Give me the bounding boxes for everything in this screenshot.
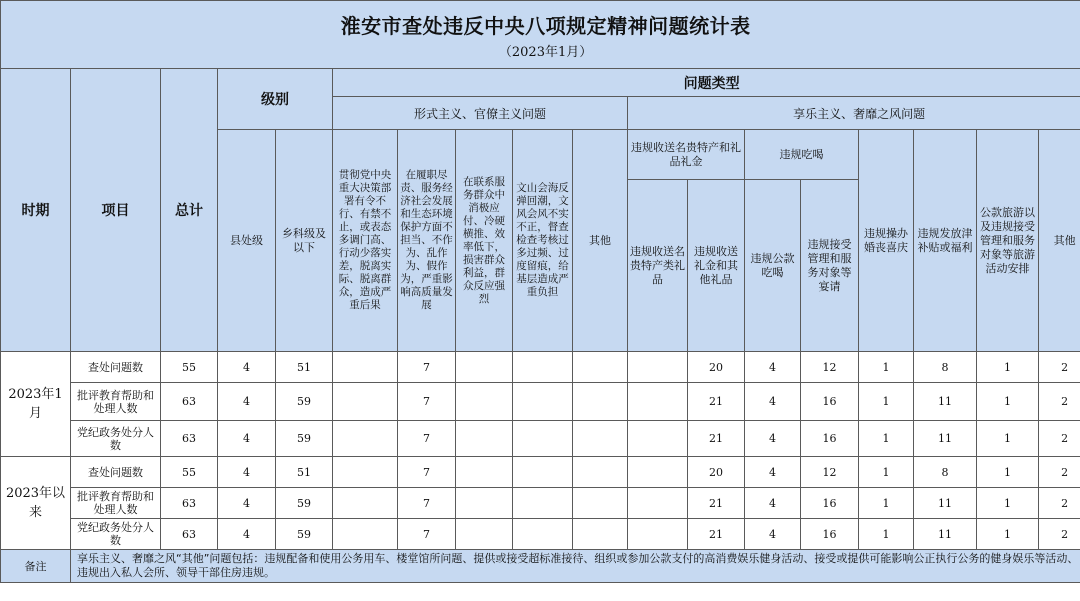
header-township-level: 乡科级及以下: [276, 130, 333, 352]
cell-f-other: [573, 519, 628, 550]
cell-h4: 16: [801, 421, 859, 457]
cell-h5: 1: [859, 457, 914, 488]
cell-h6: 11: [914, 383, 977, 421]
table-row: [1, 352, 1080, 383]
cell-county: 4: [218, 352, 276, 383]
cell-f3: [456, 383, 513, 421]
cell-h3: 4: [745, 457, 801, 488]
header-hedonism-2: 违规收送礼金和其他礼品: [688, 180, 745, 352]
cell-township: 59: [276, 519, 333, 550]
header-period: 时期: [1, 69, 71, 352]
period-cell: 2023年1月: [1, 352, 71, 457]
cell-h3: 4: [745, 488, 801, 519]
table-row: [1, 488, 1080, 519]
cell-f2: 7: [398, 421, 456, 457]
cell-f2: 7: [398, 457, 456, 488]
header-formalism-other: 其他: [573, 130, 628, 352]
header-formalism-4: 文山会海反弹回潮，文风会风不实不正，督查检查考核过多过频、过度留痕，给基层造成严重负担: [513, 130, 573, 352]
header-item: 项目: [71, 69, 161, 352]
cell-h7: 1: [977, 352, 1039, 383]
cell-h7: 1: [977, 457, 1039, 488]
cell-h1: [628, 352, 688, 383]
header-hedonism-1: 违规收送名贵特产类礼品: [628, 180, 688, 352]
item-cell: 查处问题数: [71, 352, 161, 383]
cell-h7: 1: [977, 383, 1039, 421]
cell-total: 63: [161, 383, 218, 421]
cell-f3: [456, 421, 513, 457]
header-dining-group: 违规吃喝: [745, 130, 859, 180]
header-hedonism-3: 违规公款吃喝: [745, 180, 801, 352]
cell-h2: 21: [688, 488, 745, 519]
cell-township: 51: [276, 457, 333, 488]
cell-f3: [456, 519, 513, 550]
cell-f2: 7: [398, 383, 456, 421]
period-cell: 2023年以来: [1, 457, 71, 550]
header-hedonism-4: 违规接受管理和服务对象等宴请: [801, 180, 859, 352]
cell-h2: 21: [688, 383, 745, 421]
cell-total: 55: [161, 352, 218, 383]
item-cell: 查处问题数: [71, 457, 161, 488]
cell-f4: [513, 457, 573, 488]
cell-township: 59: [276, 383, 333, 421]
cell-h6: 11: [914, 519, 977, 550]
cell-f4: [513, 421, 573, 457]
table-body: [1, 352, 1080, 550]
cell-f1: [333, 421, 398, 457]
cell-f1: [333, 457, 398, 488]
cell-h7: 1: [977, 488, 1039, 519]
header-hedonism-6: 违规发放津补贴或福利: [914, 130, 977, 352]
cell-h4: 12: [801, 457, 859, 488]
cell-f-other: [573, 488, 628, 519]
header-county-level: 县处级: [218, 130, 276, 352]
cell-h1: [628, 421, 688, 457]
cell-h7: 1: [977, 519, 1039, 550]
cell-county: 4: [218, 421, 276, 457]
cell-f4: [513, 352, 573, 383]
cell-h2: 20: [688, 352, 745, 383]
cell-h5: 1: [859, 519, 914, 550]
header-gift-group: 违规收送名贵特产和礼品礼金: [628, 130, 745, 180]
cell-h5: 1: [859, 383, 914, 421]
cell-f4: [513, 488, 573, 519]
item-cell: 党纪政务处分人数: [71, 519, 161, 550]
page-title: 淮安市查处违反中央八项规定精神问题统计表: [340, 13, 751, 38]
cell-total: 63: [161, 421, 218, 457]
cell-f1: [333, 352, 398, 383]
header-hedonism-other: 其他: [1039, 130, 1080, 352]
item-cell: 批评教育帮助和处理人数: [71, 383, 161, 421]
header-formalism: 形式主义、官僚主义问题: [333, 97, 628, 130]
cell-h3: 4: [745, 519, 801, 550]
cell-h1: [628, 488, 688, 519]
cell-county: 4: [218, 457, 276, 488]
cell-h-other: 2: [1039, 457, 1080, 488]
cell-township: 51: [276, 352, 333, 383]
cell-h-other: 2: [1039, 519, 1080, 550]
item-cell: 党纪政务处分人数: [71, 421, 161, 457]
cell-h5: 1: [859, 352, 914, 383]
cell-h4: 16: [801, 488, 859, 519]
cell-f2: 7: [398, 352, 456, 383]
cell-h6: 11: [914, 488, 977, 519]
cell-h2: 21: [688, 421, 745, 457]
item-cell: 批评教育帮助和处理人数: [71, 488, 161, 519]
cell-h7: 1: [977, 421, 1039, 457]
header-level: 级别: [218, 69, 333, 130]
table-row: [1, 457, 1080, 488]
header-hedonism: 享乐主义、奢靡之风问题: [628, 97, 1080, 130]
cell-h4: 16: [801, 383, 859, 421]
cell-h4: 16: [801, 519, 859, 550]
cell-f4: [513, 383, 573, 421]
cell-f-other: [573, 352, 628, 383]
header-formalism-2: 在履职尽责、服务经济社会发展和生态环境保护方面不担当、不作为、乱作为、假作为，严重影响高质量发展: [398, 130, 456, 352]
header-hedonism-7: 公款旅游以及违规接受管理和服务对象等旅游活动安排: [977, 130, 1039, 352]
header-hedonism-5: 违规操办婚丧喜庆: [859, 130, 914, 352]
page-subtitle: （2023年1月）: [498, 44, 593, 60]
cell-h-other: 2: [1039, 488, 1080, 519]
cell-total: 55: [161, 457, 218, 488]
cell-f-other: [573, 457, 628, 488]
cell-f1: [333, 519, 398, 550]
cell-f-other: [573, 421, 628, 457]
header-problem-type: 问题类型: [333, 69, 1080, 97]
cell-f-other: [573, 383, 628, 421]
cell-h5: 1: [859, 488, 914, 519]
cell-county: 4: [218, 383, 276, 421]
cell-county: 4: [218, 519, 276, 550]
cell-f2: 7: [398, 519, 456, 550]
cell-f1: [333, 383, 398, 421]
table-row: [1, 421, 1080, 457]
note-text: 享乐主义、奢靡之风“其他”问题包括：违规配备和使用公务用车、楼堂馆所问题、提供或接受超标准接待、组织或参加公款支付的高消费娱乐健身活动、接受或提供可能影响公正执行公务的健身娱乐等活动、违规出入私人会所、领导干部住房违规。: [71, 550, 1080, 583]
cell-h-other: 2: [1039, 421, 1080, 457]
cell-h-other: 2: [1039, 383, 1080, 421]
title-cell: [1, 1, 1080, 69]
cell-h3: 4: [745, 383, 801, 421]
cell-f4: [513, 519, 573, 550]
table-row: [1, 519, 1080, 550]
header-formalism-3: 在联系服务群众中消极应付、冷硬横推、效率低下，损害群众利益，群众反应强烈: [456, 130, 513, 352]
header-formalism-1: 贯彻党中央重大决策部署有令不行、有禁不止，或表态多调门高、行动少落实差，脱离实际、脱离群众，造成严重后果: [333, 130, 398, 352]
cell-county: 4: [218, 488, 276, 519]
cell-f3: [456, 352, 513, 383]
cell-h5: 1: [859, 421, 914, 457]
cell-h1: [628, 457, 688, 488]
cell-h-other: 2: [1039, 352, 1080, 383]
header-total: 总计: [161, 69, 218, 352]
cell-h2: 20: [688, 457, 745, 488]
cell-h3: 4: [745, 421, 801, 457]
cell-f3: [456, 488, 513, 519]
cell-f3: [456, 457, 513, 488]
cell-h1: [628, 519, 688, 550]
cell-h1: [628, 383, 688, 421]
cell-h6: 11: [914, 421, 977, 457]
cell-township: 59: [276, 421, 333, 457]
table-row: [1, 383, 1080, 421]
cell-h4: 12: [801, 352, 859, 383]
cell-h3: 4: [745, 352, 801, 383]
note-label: 备注: [1, 550, 71, 583]
cell-h6: 8: [914, 457, 977, 488]
cell-f2: 7: [398, 488, 456, 519]
cell-township: 59: [276, 488, 333, 519]
cell-f1: [333, 488, 398, 519]
cell-total: 63: [161, 519, 218, 550]
cell-h2: 21: [688, 519, 745, 550]
cell-h6: 8: [914, 352, 977, 383]
cell-total: 63: [161, 488, 218, 519]
